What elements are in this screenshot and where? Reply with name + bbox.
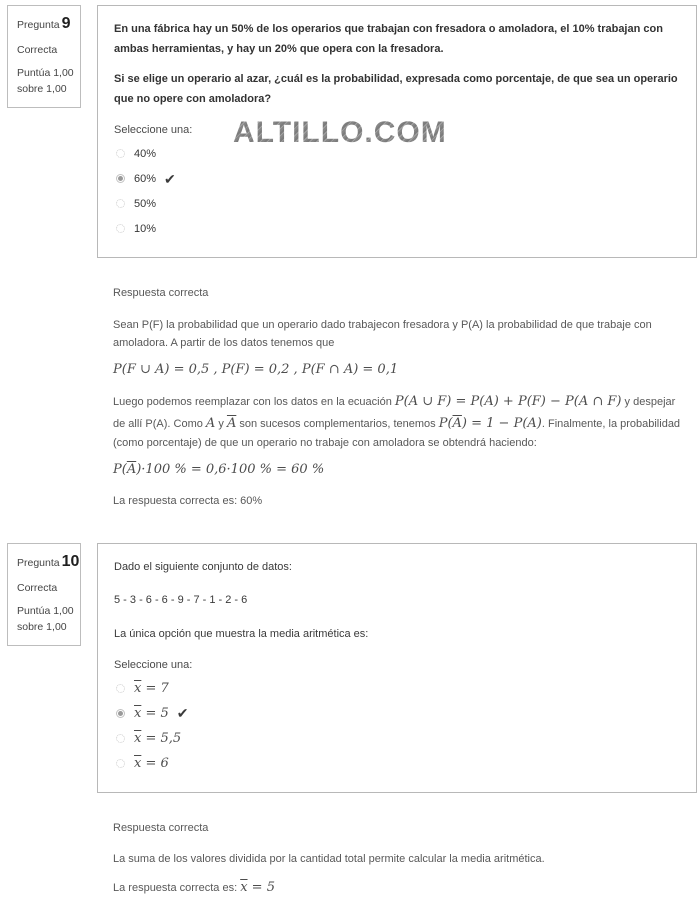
- grade-line-2: sobre 1,00: [17, 621, 67, 634]
- option-row[interactable]: [114, 703, 678, 724]
- option-row[interactable]: [114, 753, 678, 774]
- option-row[interactable]: [114, 143, 678, 164]
- question-block-10: [7, 543, 700, 793]
- question-content-box: [97, 543, 697, 793]
- question-info-panel: [7, 543, 81, 646]
- option-row[interactable]: [114, 218, 678, 239]
- radio-icon[interactable]: [116, 199, 125, 208]
- question-number: 9: [61, 15, 71, 32]
- question-data-set: 5 - 3 - 6 - 6 - 9 - 7 - 1 - 2 - 6: [114, 594, 248, 607]
- watermark: ALTILLO.COM: [233, 116, 447, 149]
- radio-icon[interactable]: [116, 149, 125, 158]
- grade-line-2: sobre 1,00: [17, 83, 67, 96]
- option-label: 60%: [134, 172, 157, 185]
- radio-icon[interactable]: [116, 684, 125, 693]
- option-label: $\overline{x} = 6$: [134, 755, 169, 771]
- feedback-title: Respuesta correcta: [113, 287, 209, 300]
- feedback-paragraph: La suma de los valores dividida por la cantidad total permite calcular la media aritmética.: [113, 853, 545, 865]
- question-text: Si se elige un operario al azar, ¿cuál es la probabilidad, expresada como porcentaje, de que sea un operario que no opere con amoladora?: [114, 72, 678, 106]
- question-label-text: Pregunta: [17, 19, 60, 31]
- radio-icon[interactable]: [116, 224, 125, 233]
- feedback-block-9: [113, 284, 684, 509]
- grade-line-1: Puntúa 1,00: [17, 605, 74, 618]
- status-badge: Correcta: [17, 43, 58, 56]
- feedback-correct-answer: La respuesta correcta es: 60%: [113, 494, 263, 507]
- feedback-paragraph: Luego podemos reemplazar con los datos en la ecuación P(A ∪ F) = P(A) + P(F) − P(A ∩ F) y despejar de allí P(A). Como A y $\overline{A}$ son sucesos complementarios, tenemos $P(\overline{A}) = 1 - P(A)$. Finalmente, la probabilidad (como porcentaje) de que un operario no trabaje con amoladora se obtendrá haciendo:: [113, 394, 681, 450]
- options-list: [114, 143, 678, 239]
- feedback-correct-answer: La respuesta correcta es: $\overline{x} = 5$: [113, 880, 275, 896]
- radio-icon-selected[interactable]: [116, 709, 125, 718]
- question-info-panel: [7, 5, 81, 108]
- select-one-label: Seleccione una:: [114, 658, 193, 671]
- question-label: [17, 14, 75, 35]
- check-icon: ✔: [176, 705, 189, 722]
- option-label: 40%: [134, 147, 157, 160]
- option-row[interactable]: [114, 168, 678, 189]
- question-text: En una fábrica hay un 50% de los operarios que trabajan con fresadora o amoladora, el 10% trabajan con ambas herramientas, y hay un 20% que opera con la fresadora.: [114, 23, 663, 56]
- feedback-formula: P(F ∪ A) = 0,5 , P(F) = 0,2 , P(F ∩ A) = 0,1: [113, 361, 399, 377]
- grade-text: [17, 604, 75, 636]
- question-text: La única opción que muestra la media aritmética es:: [114, 627, 369, 640]
- check-icon: ✔: [164, 170, 176, 187]
- question-content-box: [97, 5, 697, 258]
- grade-line-1: Puntúa 1,00: [17, 67, 74, 80]
- option-label: $\overline{x} = 5,5$: [134, 730, 182, 746]
- radio-icon-selected[interactable]: [116, 174, 125, 183]
- question-label: [17, 552, 80, 573]
- option-label: $\overline{x} = 7$: [134, 680, 169, 696]
- question-text: Dado el siguiente conjunto de datos:: [114, 560, 292, 573]
- status-badge: Correcta: [17, 581, 58, 594]
- radio-icon[interactable]: [116, 734, 125, 743]
- feedback-paragraph: Sean P(F) la probabilidad que un operario dado trabajecon fresadora y P(A) la probabilidad de que trabaje con amoladora. A partir de los datos tenemos que: [113, 318, 652, 349]
- option-label: 50%: [134, 197, 157, 210]
- option-label: $\overline{x} = 5$: [134, 705, 169, 721]
- feedback-formula: $P(\overline{A})\cdot 100$ % = 0,6·100 % = 60 %: [113, 462, 325, 478]
- radio-icon[interactable]: [116, 759, 125, 768]
- option-row[interactable]: [114, 728, 678, 749]
- select-one-label: Seleccione una:: [114, 124, 193, 137]
- question-block-9: [7, 5, 700, 258]
- option-row[interactable]: [114, 678, 678, 699]
- feedback-title: Respuesta correcta: [113, 821, 209, 834]
- options-list: [114, 678, 678, 774]
- option-label: 10%: [134, 222, 157, 235]
- option-row[interactable]: [114, 193, 678, 214]
- question-label-text: Pregunta: [17, 556, 60, 569]
- question-number: 10: [61, 552, 80, 570]
- quiz-review-page: [0, 5, 700, 899]
- feedback-block-10: [113, 819, 684, 899]
- grade-text: [17, 66, 75, 98]
